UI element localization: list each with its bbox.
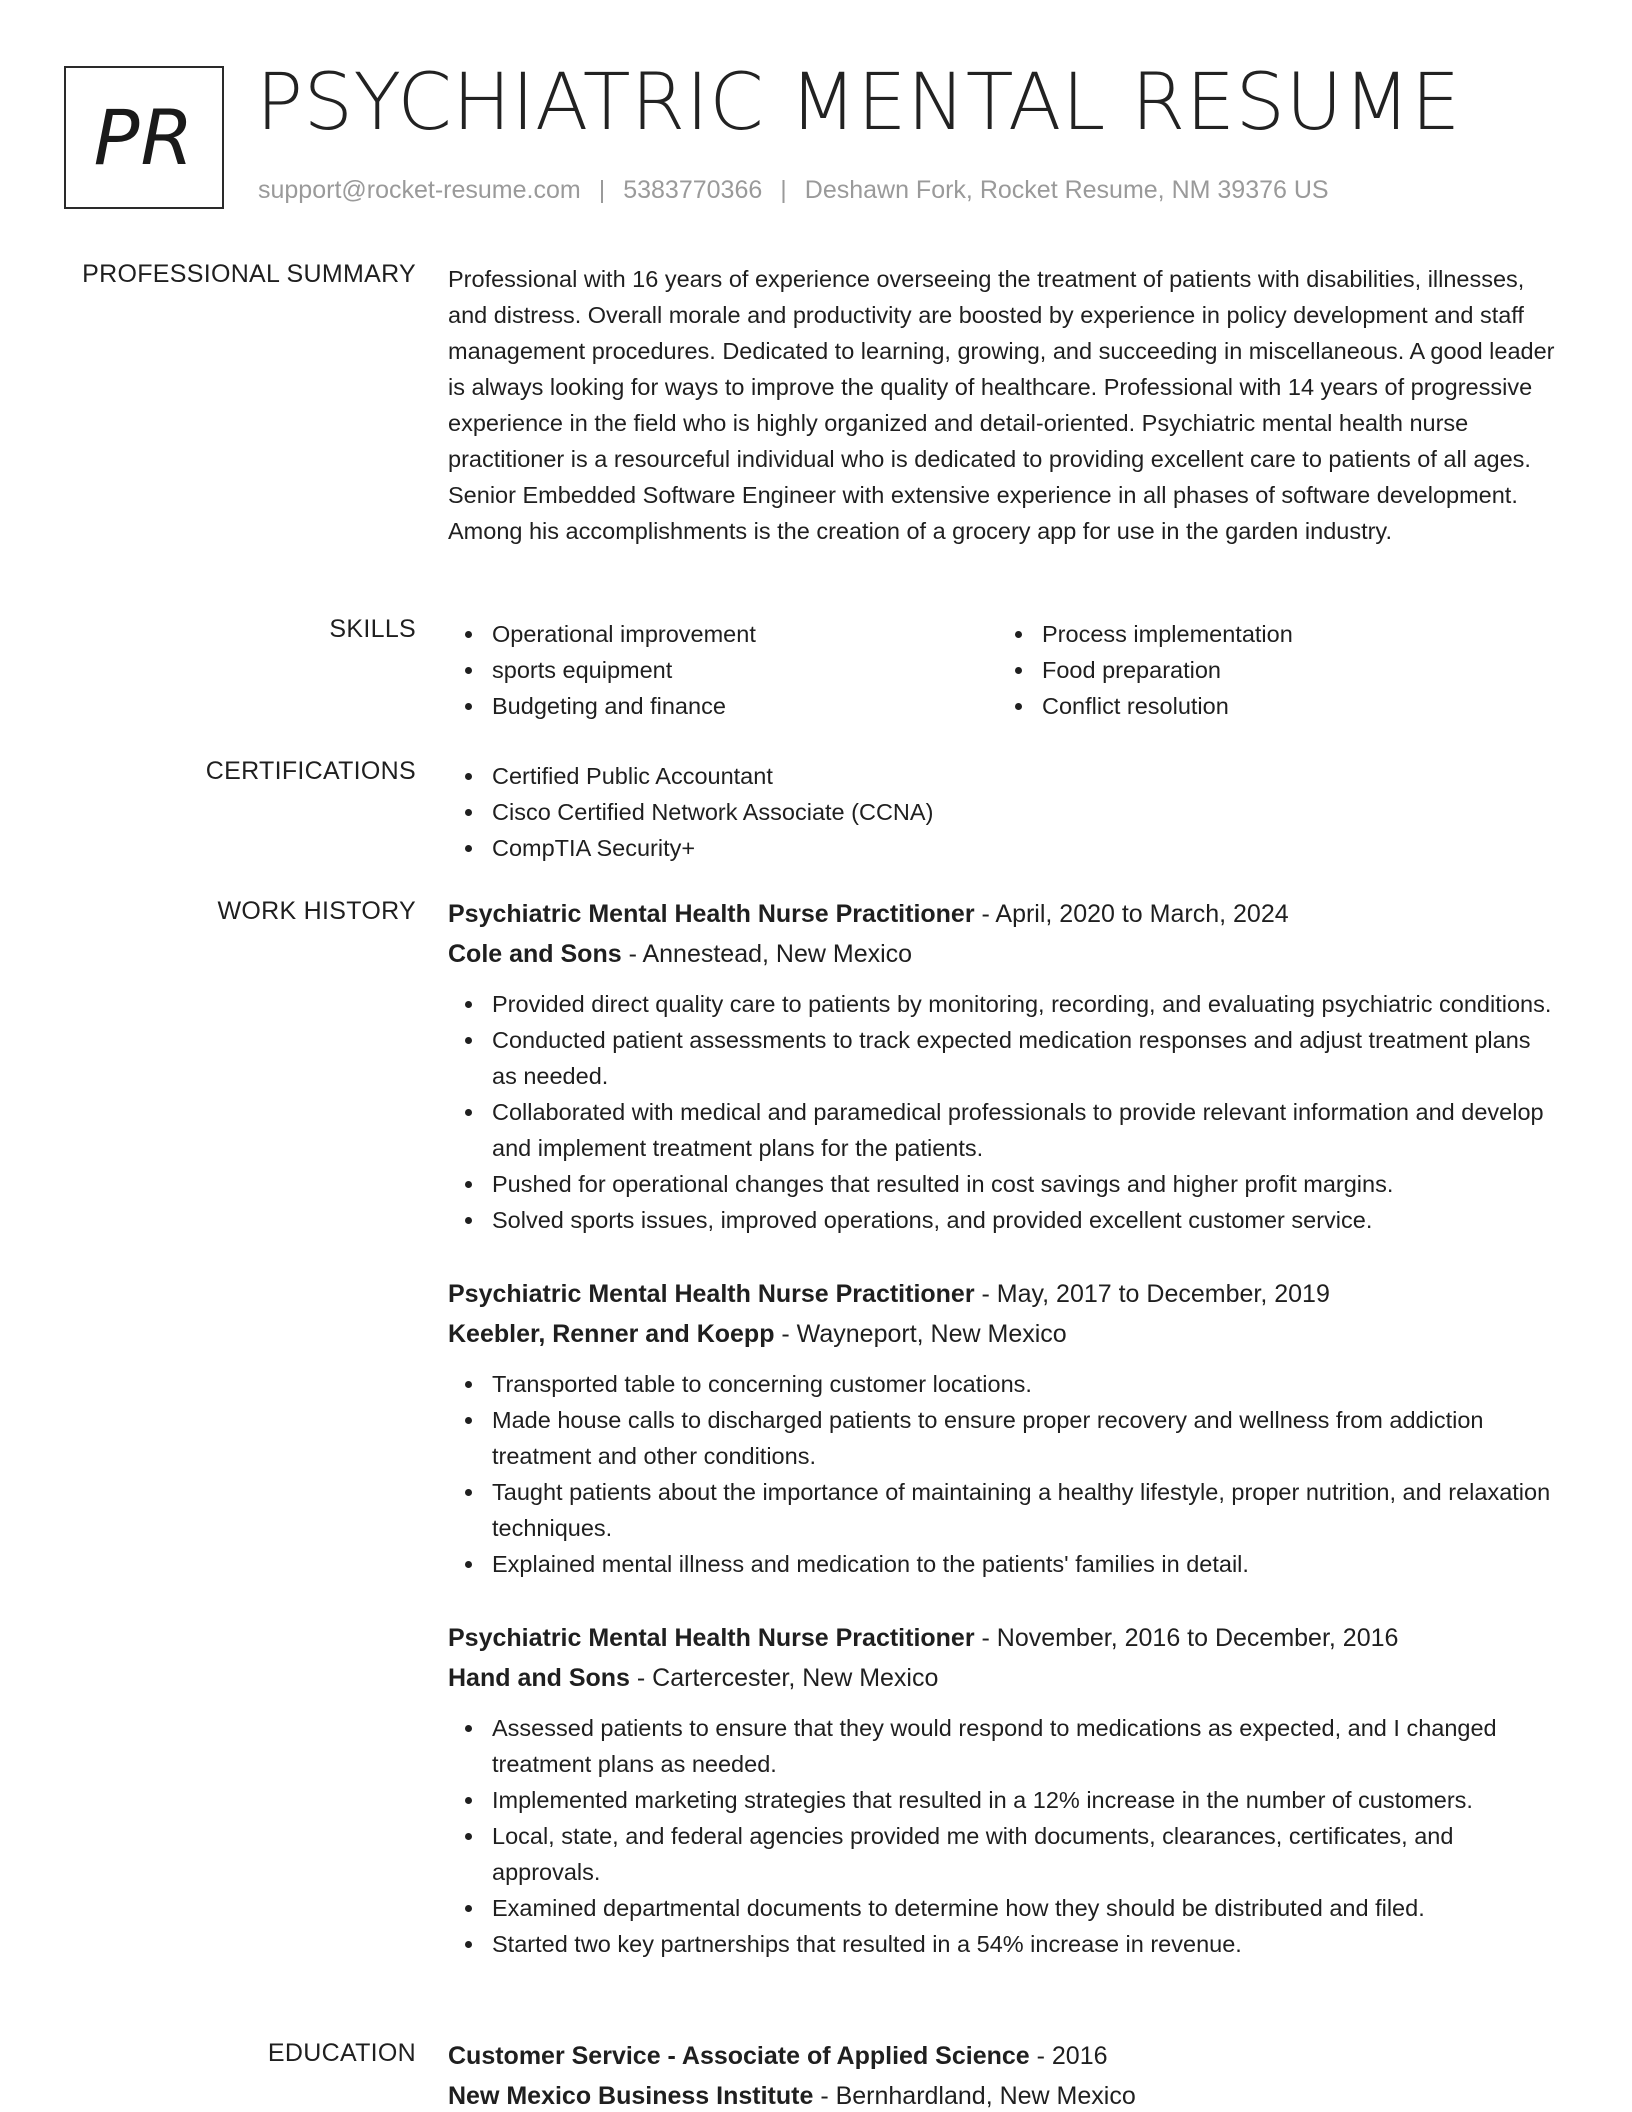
monogram-initials: PR — [93, 93, 195, 182]
job-company: Cole and Sons — [448, 940, 622, 968]
certification-item: Cisco Certified Network Associate (CCNA) — [448, 794, 1558, 830]
education-year: - 2016 — [1029, 2042, 1108, 2070]
job-bullet: Examined departmental documents to determine how they should be distributed and filed. — [448, 1890, 1558, 1926]
job-bullets — [448, 1366, 1558, 1582]
job-bullets — [448, 1710, 1558, 1962]
job-bullet: Implemented marketing strategies that resulted in a 12% increase in the number of customers. — [448, 1782, 1558, 1818]
job-bullet: Assessed patients to ensure that they would respond to medications as expected, and I changed treatment plans as needed. — [448, 1710, 1558, 1782]
skills-content — [448, 616, 1558, 724]
job-title: Psychiatric Mental Health Nurse Practitioner — [448, 1280, 975, 1308]
education-content — [448, 2036, 1558, 2112]
job-location: - Wayneport, New Mexico — [774, 1320, 1067, 1348]
contact-separator: | — [780, 176, 787, 204]
job-title: Psychiatric Mental Health Nurse Practitioner — [448, 900, 975, 928]
work-content — [448, 894, 1558, 1998]
summary-content — [448, 261, 1558, 549]
skills-list-left — [448, 616, 998, 724]
job-bullet: Local, state, and federal agencies provided me with documents, clearances, certificates, and approvals. — [448, 1818, 1558, 1890]
education-degree-line — [448, 2036, 1558, 2076]
skill-item: Conflict resolution — [998, 688, 1548, 724]
job-entry — [448, 1274, 1558, 1582]
contact-phone[interactable]: 5383770366 — [623, 176, 763, 204]
job-location: - Cartercester, New Mexico — [629, 1664, 939, 1692]
education-location: - Bernhardland, New Mexico — [813, 2082, 1136, 2110]
job-bullet: Explained mental illness and medication to the patients' families in detail. — [448, 1546, 1558, 1582]
job-title-line — [448, 1274, 1558, 1314]
job-company: Keebler, Renner and Koepp — [448, 1320, 775, 1348]
job-bullet: Taught patients about the importance of maintaining a healthy lifestyle, proper nutrition, and relaxation techniques. — [448, 1474, 1558, 1546]
certification-item: Certified Public Accountant — [448, 758, 1558, 794]
summary-text: Professional with 16 years of experience overseeing the treatment of patients with disabilities, illnesses, and distress. Overall morale and productivity are boosted by experience in policy development and staff management procedures. Dedicated to learning, growing, and succeeding in miscellaneous. A good leader is always looking for ways to improve the quality of healthcare. Professional with 14 years of progressive experience in the field who is highly organized and detail-oriented. Psychiatric mental health nurse practitioner is a resourceful individual who is dedicated to providing excellent care to patients of all ages. Senior Embedded Software Engineer with extensive experience in all phases of software development. Among his accomplishments is the creation of a grocery app for use in the garden industry. — [448, 266, 1555, 544]
skills-grid — [448, 616, 1558, 724]
job-bullet: Provided direct quality care to patients by monitoring, recording, and evaluating psychiatric conditions. — [448, 986, 1558, 1022]
section-label-certifications: CERTIFICATIONS — [205, 757, 416, 785]
job-company-line — [448, 934, 1558, 974]
certifications-content — [448, 758, 1558, 866]
section-label-skills: SKILLS — [329, 615, 416, 643]
skill-item: Process implementation — [998, 616, 1548, 652]
resume-title: PSYCHIATRIC MENTAL RESUME — [256, 58, 1461, 148]
skill-item: Food preparation — [998, 652, 1548, 688]
job-bullet: Started two key partnerships that resulted in a 54% increase in revenue. — [448, 1926, 1558, 1962]
section-label-work: WORK HISTORY — [217, 897, 416, 925]
job-bullet: Made house calls to discharged patients to ensure proper recovery and wellness from addiction treatment and other conditions. — [448, 1402, 1558, 1474]
education-school: New Mexico Business Institute — [448, 2082, 814, 2110]
contact-email[interactable]: support@rocket-resume.com — [258, 176, 581, 204]
job-location: - Annestead, New Mexico — [621, 940, 913, 968]
job-dates: - May, 2017 to December, 2019 — [974, 1280, 1330, 1308]
job-bullet: Solved sports issues, improved operations, and provided excellent customer service. — [448, 1202, 1558, 1238]
skill-item: Operational improvement — [448, 616, 998, 652]
job-company-line — [448, 1314, 1558, 1354]
job-bullet: Pushed for operational changes that resulted in cost savings and higher profit margins. — [448, 1166, 1558, 1202]
job-entry — [448, 894, 1558, 1238]
certifications-list — [448, 758, 1558, 866]
job-bullet: Collaborated with medical and paramedical professionals to provide relevant information and develop and implement treatment plans for the patients. — [448, 1094, 1558, 1166]
education-degree: Customer Service - Associate of Applied Science — [448, 2042, 1030, 2070]
job-entry — [448, 1618, 1558, 1962]
skill-item: sports equipment — [448, 652, 998, 688]
job-title-line — [448, 1618, 1558, 1658]
contact-separator: | — [598, 176, 606, 204]
skills-list-right — [998, 616, 1548, 724]
job-bullet: Conducted patient assessments to track expected medication responses and adjust treatment plans as needed. — [448, 1022, 1558, 1094]
contact-line — [258, 176, 1329, 205]
section-label-education: EDUCATION — [267, 2039, 416, 2067]
education-school-line — [448, 2076, 1558, 2112]
certification-item: CompTIA Security+ — [448, 830, 1558, 866]
job-bullet: Transported table to concerning customer locations. — [448, 1366, 1558, 1402]
job-bullets — [448, 986, 1558, 1238]
job-title-line — [448, 894, 1558, 934]
job-dates: - April, 2020 to March, 2024 — [974, 900, 1289, 928]
job-dates: - November, 2016 to December, 2016 — [974, 1624, 1399, 1652]
job-company: Hand and Sons — [448, 1664, 630, 1692]
job-company-line — [448, 1658, 1558, 1698]
monogram-box — [64, 66, 224, 209]
skill-item: Budgeting and finance — [448, 688, 998, 724]
section-label-summary: PROFESSIONAL SUMMARY — [82, 260, 416, 288]
contact-address: Deshawn Fork, Rocket Resume, NM 39376 US — [804, 176, 1329, 204]
job-title: Psychiatric Mental Health Nurse Practitioner — [448, 1624, 975, 1652]
